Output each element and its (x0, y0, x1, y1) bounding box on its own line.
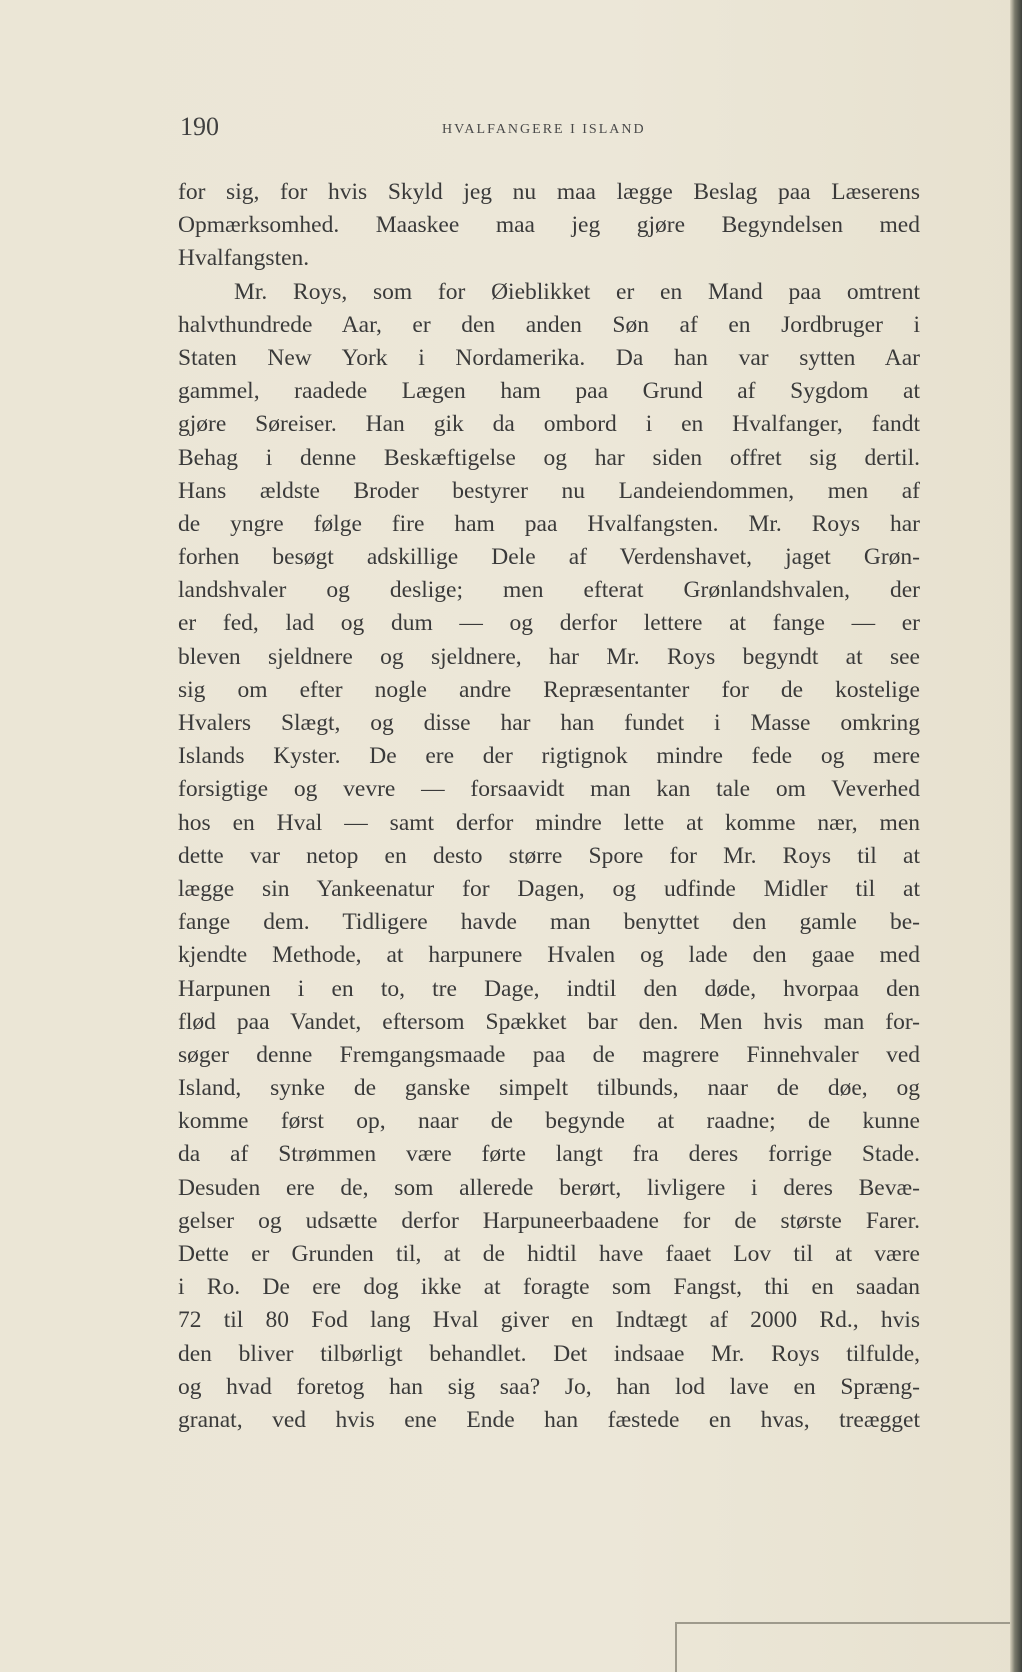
text-line: Islands Kyster. De ere der rigtignok mindre fede og mere (178, 743, 920, 770)
text-line: de yngre følge fire ham paa Hvalfangsten. Mr. Roys har (178, 510, 920, 537)
text-line: hos en Hval — samt derfor mindre lette at komme nær, men (178, 809, 920, 836)
text-line: Dette er Grunden til, at de hidtil have faaet Lov til at være (178, 1241, 920, 1267)
text-line: i Ro. De ere dog ikke at foragte som Fangst, thi en saadan (178, 1274, 920, 1301)
text-line: gelser og udsætte derfor Harpuneerbaadene for de største Farer. (178, 1207, 920, 1234)
text-line: landshvaler og deslige; men efterat Grønlandshvalen, der (178, 577, 920, 604)
text-line: Behag i denne Beskæftigelse og har siden offret sig dertil. (178, 444, 920, 471)
scan-corner-rule-vertical (675, 1622, 677, 1672)
text-line: søger denne Fremgangsmaade paa de magrere Finnehvaler ved (178, 1041, 920, 1068)
text-line: sig om efter nogle andre Repræsentanter for de kostelige (178, 676, 920, 703)
text-line: flød paa Vandet, eftersom Spækket bar den. Men hvis man for- (178, 1008, 920, 1035)
page-edge-shadow (1010, 0, 1022, 1672)
text-line: og hvad foretog han sig saa? Jo, han lod lave en Spræng- (178, 1373, 920, 1400)
text-line: er fed, lad og dum — og derfor lettere at fange — er (178, 610, 920, 637)
text-line: bleven sjeldnere og sjeldnere, har Mr. Roys begyndt at see (178, 643, 920, 670)
page-header (180, 112, 922, 152)
text-line: halvthundrede Aar, er den anden Søn af en Jordbruger i (178, 311, 920, 338)
text-line: forhen besøgt adskillige Dele af Verdenshavet, jaget Grøn- (178, 544, 920, 571)
text-line: granat, ved hvis ene Ende han fæstede en hvas, treægget (178, 1406, 920, 1433)
page-number: 190 (180, 112, 219, 141)
text-line: dette var netop en desto større Spore for Mr. Roys til at (178, 842, 920, 869)
text-line: kjendte Methode, at harpunere Hvalen og lade den gaae med (178, 942, 920, 969)
text-line: lægge sin Yankeenatur for Dagen, og udfinde Midler til at (178, 875, 920, 902)
text-line: Desuden ere de, som allerede berørt, livligere i deres Bevæ- (178, 1174, 920, 1201)
text-line: Opmærksomhed. Maaskee maa jeg gjøre Begyndelsen med (178, 212, 920, 239)
text-line: Hans ældste Broder bestyrer nu Landeiendommen, men af (178, 477, 920, 504)
text-line: Harpunen i en to, tre Dage, indtil den døde, hvorpaa den (178, 975, 920, 1002)
text-line: 72 til 80 Fod lang Hval giver en Indtægt af 2000 Rd., hvis (178, 1307, 920, 1334)
text-line: gjøre Søreiser. Han gik da ombord i en Hvalfanger, fandt (178, 411, 920, 438)
text-line: for sig, for hvis Skyld jeg nu maa lægge Beslag paa Læserens (178, 179, 920, 205)
text-line: Island, synke de ganske simpelt tilbunds, naar de døe, og (178, 1075, 920, 1102)
scan-corner-rule-horizontal (675, 1622, 1010, 1624)
running-head: HVALFANGERE I ISLAND (442, 122, 646, 137)
text-line: fange dem. Tidligere havde man benyttet den gamle be- (178, 909, 920, 936)
text-line: Staten New York i Nordamerika. Da han var sytten Aar (178, 344, 920, 371)
text-line: da af Strømmen være førte langt fra deres forrige Stade. (178, 1141, 920, 1168)
text-line: Hvalers Slægt, og disse har han fundet i Masse omkring (178, 710, 920, 736)
text-line: komme først op, naar de begynde at raadne; de kunne (178, 1108, 920, 1135)
text-line: Hvalfangsten. (178, 245, 310, 272)
text-line: forsigtige og vevre — forsaavidt man kan tale om Veverhed (178, 776, 920, 803)
text-line: Mr. Roys, som for Øieblikket er en Mand paa omtrent (234, 278, 920, 305)
body-text (178, 176, 920, 1437)
text-line: den bliver tilbørligt behandlet. Det indsaae Mr. Roys tilfulde, (178, 1340, 920, 1367)
text-line: gammel, raadede Lægen ham paa Grund af Sygdom at (178, 378, 920, 405)
